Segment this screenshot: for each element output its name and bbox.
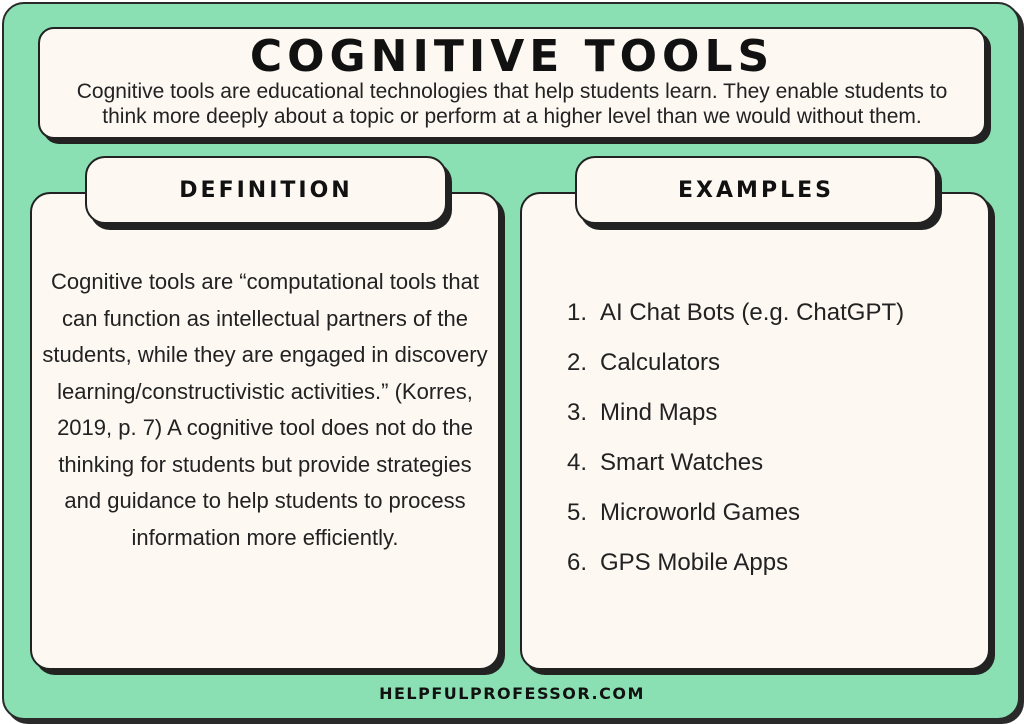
list-item bbox=[567, 494, 904, 544]
list-item bbox=[567, 344, 904, 394]
page-title: COGNITIVE TOOLS bbox=[249, 31, 775, 82]
examples-list bbox=[567, 294, 904, 594]
list-item bbox=[567, 394, 904, 444]
item-label: AI Chat Bots (e.g. ChatGPT) bbox=[600, 299, 905, 326]
definition-text: Cognitive tools are “computational tools that can function as intellectual partners of the students, while they are engaged in discovery learning/constructivistic activities.” (Korres, 2019, p. 7) A cognitive tool does not do the thinking for students but provide strategies and guidance to help students to process information more efficiently. bbox=[42, 269, 488, 550]
item-label: Smart Watches bbox=[600, 449, 764, 476]
definition-panel bbox=[30, 192, 500, 670]
definition-heading: DEFINITION bbox=[85, 156, 447, 224]
item-label: GPS Mobile Apps bbox=[600, 549, 789, 576]
list-item bbox=[567, 294, 904, 344]
footer-site: HELPFULPROFESSOR.COM bbox=[379, 684, 645, 703]
item-number: 5. bbox=[567, 499, 588, 526]
item-label: Microworld Games bbox=[600, 499, 801, 526]
list-item bbox=[567, 544, 904, 594]
item-label: Mind Maps bbox=[600, 399, 718, 426]
examples-heading: EXAMPLES bbox=[575, 156, 937, 224]
item-label: Calculators bbox=[600, 349, 721, 376]
item-number: 3. bbox=[567, 399, 588, 426]
item-number: 2. bbox=[567, 349, 588, 376]
item-number: 1. bbox=[567, 299, 588, 326]
item-number: 6. bbox=[567, 549, 588, 576]
header-card bbox=[38, 27, 986, 139]
list-item bbox=[567, 444, 904, 494]
page-subtitle: Cognitive tools are educational technologies that help students learn. They enable students to think more deeply about a topic or perform at a higher level than we would without them. bbox=[76, 80, 948, 128]
item-number: 4. bbox=[567, 449, 588, 476]
examples-panel bbox=[520, 192, 990, 670]
